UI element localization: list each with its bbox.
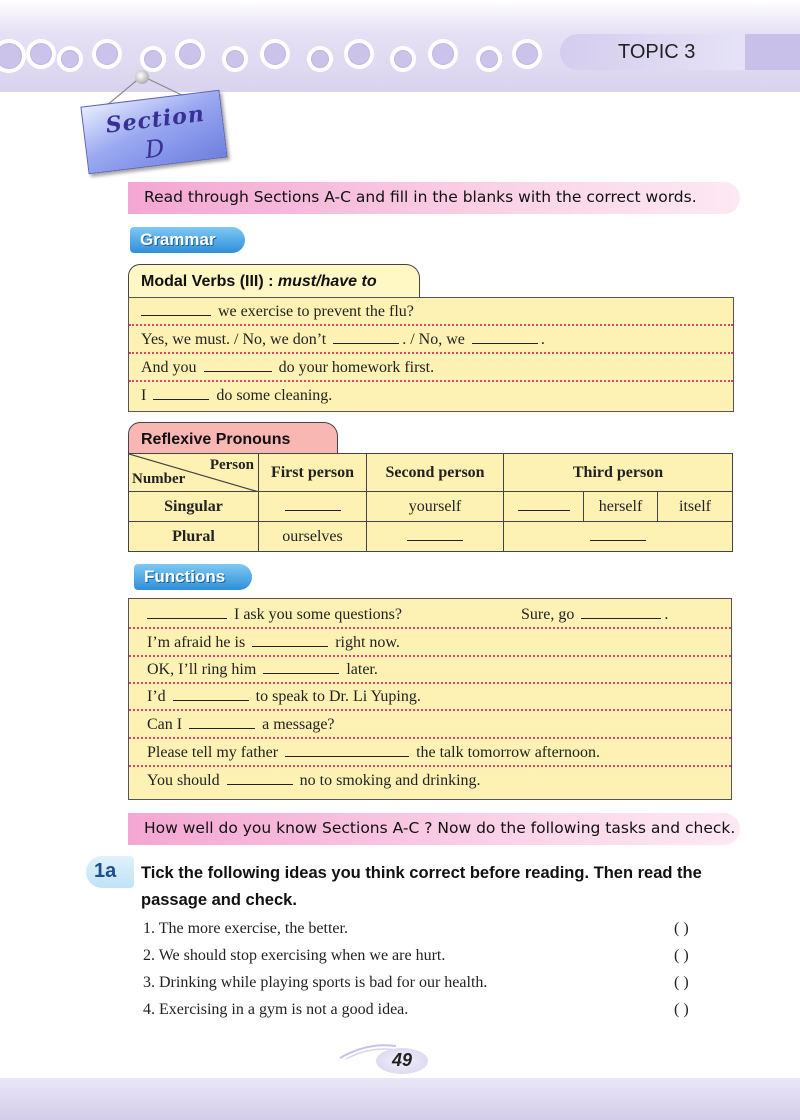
- ring-icon: [390, 46, 416, 72]
- singular-second-cell: yourself: [367, 492, 504, 522]
- functions-row-5-text-b: a message?: [262, 716, 335, 733]
- singular-first-cell: [259, 492, 367, 522]
- modal-row-4: [129, 382, 733, 410]
- functions-row-2-text-b: right now.: [335, 634, 400, 651]
- functions-row-1-text-b: Sure, go: [521, 606, 575, 623]
- ring-icon: [140, 46, 166, 72]
- modal-row-3-text-b: do your homework first.: [278, 359, 435, 376]
- statement-2: 2. We should stop exercising when we are hurt.: [143, 947, 446, 964]
- functions-row-3: [129, 656, 731, 684]
- grammar-label: Grammar: [130, 227, 245, 253]
- functions-row-6-text-a: Please tell my father: [147, 744, 279, 761]
- modal-verbs-box: [128, 297, 734, 412]
- singular-third-1-cell: [504, 492, 584, 522]
- third-person-header: Third person: [504, 454, 733, 492]
- section-letter: D: [143, 133, 166, 165]
- functions-box: [128, 598, 732, 800]
- answer-blank[interactable]: [407, 527, 463, 541]
- ring-icon: [476, 46, 502, 72]
- functions-row-3-text-b: later.: [346, 661, 378, 678]
- tick-box-1[interactable]: ( ): [674, 920, 689, 937]
- instruction-banner-1: Read through Sections A-C and fill in the blanks with the correct words.: [128, 182, 740, 214]
- page-number: 49: [376, 1048, 428, 1074]
- functions-row-1-text-c: .: [664, 606, 669, 623]
- statement-3: 3. Drinking while playing sports is bad for our health.: [143, 974, 488, 991]
- functions-row-6: [129, 739, 731, 767]
- task-instruction: Tick the following ideas you think correct before reading. Then read the passage and check.: [141, 864, 702, 909]
- answer-blank[interactable]: [285, 743, 409, 757]
- ring-icon: [344, 39, 374, 69]
- task-number-badge: 1a: [86, 856, 134, 888]
- modal-row-1-text: we exercise to prevent the flu?: [218, 303, 414, 320]
- person-number-header: [129, 454, 259, 492]
- answer-blank[interactable]: [153, 386, 209, 400]
- functions-row-7-text-b: no to smoking and drinking.: [299, 772, 481, 789]
- singular-label: Singular: [129, 492, 259, 522]
- functions-row-2: [129, 629, 731, 657]
- ring-icon: [512, 39, 542, 69]
- functions-row-1-reply: [521, 605, 668, 624]
- functions-row-3-text-a: OK, I’ll ring him: [147, 661, 257, 678]
- functions-row-4-text-b: to speak to Dr. Li Yuping.: [255, 688, 421, 705]
- section-sign: [80, 90, 227, 175]
- answer-blank[interactable]: [227, 771, 293, 785]
- modal-row-3-text-a: And you: [141, 359, 197, 376]
- answer-blank[interactable]: [147, 605, 227, 619]
- modal-row-2-text-a: Yes, we must. / No, we don’t: [141, 331, 327, 348]
- functions-row-4: [129, 683, 731, 711]
- statement-1: 1. The more exercise, the better.: [143, 920, 348, 937]
- functions-row-1-text-a: I ask you some questions?: [234, 606, 402, 623]
- modal-row-1: [129, 298, 733, 326]
- modal-row-4-text-b: do some cleaning.: [216, 387, 333, 404]
- first-person-header: First person: [259, 454, 367, 492]
- modal-row-2-text-c: .: [540, 331, 545, 348]
- modal-row-2-text-b: . / No, we: [402, 331, 465, 348]
- functions-label: Functions: [134, 564, 252, 590]
- person-header: Person: [209, 457, 254, 473]
- second-person-header: Second person: [367, 454, 504, 492]
- answer-blank[interactable]: [472, 330, 538, 344]
- answer-blank[interactable]: [173, 687, 249, 701]
- header-band-end: [745, 34, 800, 70]
- footer-band: [0, 1078, 800, 1120]
- ring-icon: [0, 39, 26, 73]
- ring-icon: [260, 39, 290, 69]
- answer-blank[interactable]: [189, 715, 255, 729]
- plural-third-cell: [504, 522, 733, 552]
- modal-row-4-text-a: I: [141, 387, 147, 404]
- answer-blank[interactable]: [141, 302, 211, 316]
- plural-label: Plural: [129, 522, 259, 552]
- answer-blank[interactable]: [263, 660, 339, 674]
- modal-title-prefix: Modal Verbs (III) :: [141, 273, 278, 290]
- ring-icon: [222, 46, 248, 72]
- modal-title-italic: must/have to: [277, 273, 377, 290]
- ring-icon: [92, 39, 122, 69]
- answer-blank[interactable]: [333, 330, 399, 344]
- tick-box-4[interactable]: ( ): [674, 1001, 689, 1018]
- modal-row-3: [129, 354, 733, 382]
- topic-label: TOPIC 3: [560, 34, 745, 70]
- ring-icon: [26, 39, 56, 69]
- answer-blank[interactable]: [581, 605, 661, 619]
- pin-icon: [135, 70, 149, 84]
- decorative-rings: [0, 36, 562, 76]
- ring-icon: [428, 39, 458, 69]
- functions-row-7: [129, 767, 731, 795]
- tick-box-3[interactable]: ( ): [674, 974, 689, 991]
- answer-blank[interactable]: [285, 497, 341, 511]
- ring-icon: [57, 46, 83, 72]
- functions-row-5: [129, 711, 731, 739]
- number-header: Number: [132, 471, 186, 487]
- statement-4: 4. Exercising in a gym is not a good idea.: [143, 1001, 409, 1018]
- functions-row-2-text-a: I’m afraid he is: [147, 634, 246, 651]
- ring-icon: [307, 46, 333, 72]
- reflexive-pronouns-table: [128, 453, 733, 552]
- answer-blank[interactable]: [252, 633, 328, 647]
- functions-row-6-text-b: the talk tomorrow afternoon.: [416, 744, 601, 761]
- answer-blank[interactable]: [590, 527, 646, 541]
- instruction-banner-2: How well do you know Sections A-C ? Now do the following tasks and check.: [128, 813, 740, 845]
- plural-first-cell: ourselves: [259, 522, 367, 552]
- functions-row-5-text-a: Can I: [147, 716, 183, 733]
- answer-blank[interactable]: [518, 497, 570, 511]
- functions-row-1: [129, 601, 731, 629]
- section-word: Section: [104, 100, 207, 139]
- modal-verbs-tab: [128, 264, 420, 298]
- functions-row-4-text-a: I’d: [147, 688, 166, 705]
- singular-third-2-cell: herself: [584, 492, 658, 522]
- plural-second-cell: [367, 522, 504, 552]
- functions-row-7-text-a: You should: [147, 772, 220, 789]
- ring-icon: [175, 39, 205, 69]
- tick-box-2[interactable]: ( ): [674, 947, 689, 964]
- answer-blank[interactable]: [204, 358, 272, 372]
- singular-third-3-cell: itself: [658, 492, 733, 522]
- modal-row-2: [129, 326, 733, 354]
- reflexive-pronouns-tab: Reflexive Pronouns: [128, 422, 338, 456]
